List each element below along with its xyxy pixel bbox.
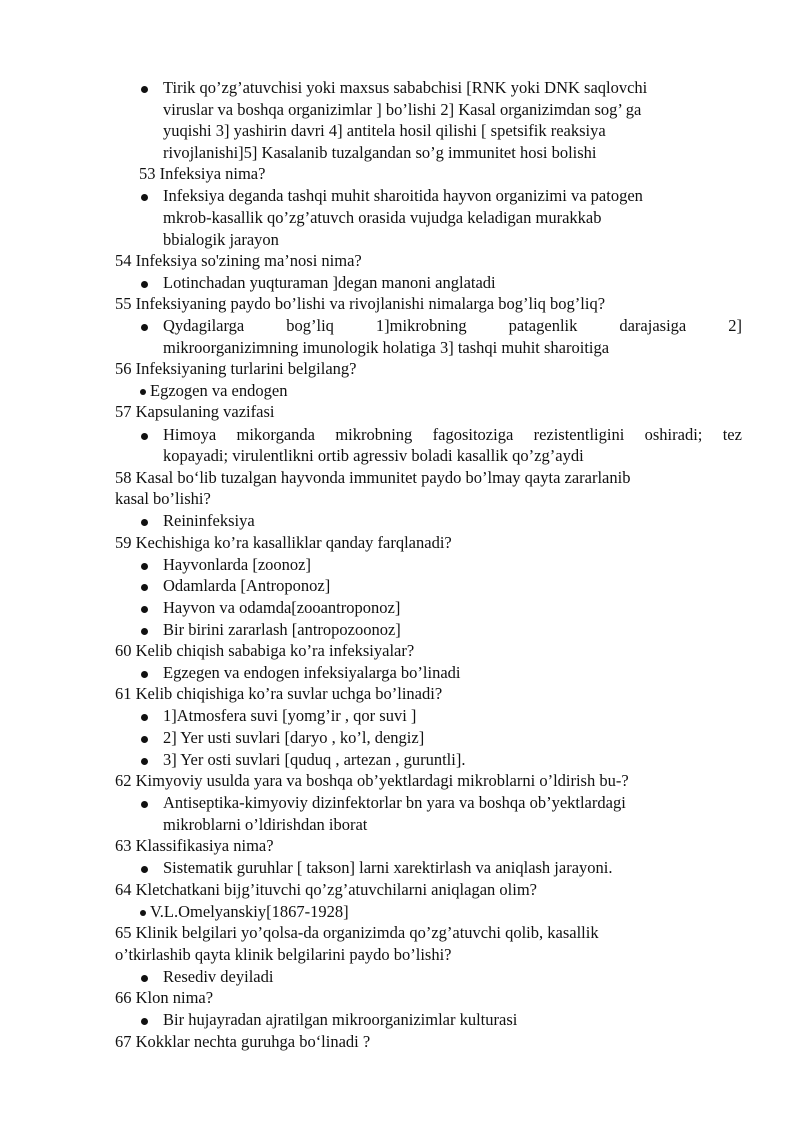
answer-text: Resediv deyiladi (163, 967, 274, 986)
word: mikrobning (335, 425, 413, 444)
bullet-icon (140, 910, 146, 916)
answer-justified-line (163, 315, 742, 336)
question-59: 59 Kechishiga ko’ra kasalliklar qanday farqlanadi? (115, 533, 452, 552)
answer-text: kopayadi; virulentlikni ortib agressiv boladi kasallik qo’zg’aydi (163, 446, 584, 465)
bullet-icon (141, 714, 148, 721)
word: Himoya (163, 425, 217, 444)
word: bog’liq (286, 316, 334, 335)
answer-text: Egzegen va endogen infeksiyalarga bo’linadi (163, 663, 461, 682)
bullet-icon (141, 801, 148, 808)
answer-text: bbialogik jarayon (163, 230, 279, 249)
answer-text: Lotinchadan yuqturaman ]degan manoni anglatadi (163, 273, 496, 292)
bullet-icon (141, 563, 148, 570)
word: tez (722, 425, 742, 444)
answer-text: Hayvon va odamda[zooantroponoz] (163, 598, 401, 617)
question-57: 57 Kapsulaning vazifasi (115, 402, 275, 421)
bullet-icon (141, 606, 148, 613)
question-65-cont: o’tkirlashib qayta klinik belgilarini paydo bo’lishi? (115, 945, 452, 964)
word: fagositoziga (432, 425, 514, 444)
bullet-icon (141, 324, 148, 331)
answer-text: Hayvonlarda [zoonoz] (163, 555, 311, 574)
question-60: 60 Kelib chiqish sababiga ko’ra infeksiyalar? (115, 641, 415, 660)
answer-text: V.L.Omelyanskiy[1867-1928] (150, 902, 349, 921)
answer-text: Egzogen va endogen (150, 381, 288, 400)
answer-text: 1]Atmosfera suvi [yomg’ir , qor suvi ] (163, 706, 417, 725)
bullet-icon (141, 433, 148, 440)
bullet-icon (141, 671, 148, 678)
answer-text: 2] Yer usti suvlari [daryo , ko’l, dengiz] (163, 728, 425, 747)
question-67: 67 Kokklar nechta guruhga bo‘linadi ? (115, 1032, 371, 1051)
answer-text: mkrob-kasallik qo’zg’atuvch orasida vujudga keladigan murakkab (163, 208, 602, 227)
bullet-icon (141, 758, 148, 765)
word: Qydagilarga (163, 316, 245, 335)
question-64: 64 Kletchatkani bijg’ituvchi qo’zg’atuvchilarni aniqlagan olim? (115, 880, 537, 899)
bullet-icon (141, 86, 148, 93)
answer-text: Tirik qo’zg’atuvchisi yoki maxsus sababchisi [RNK yoki DNK saqlovchi (163, 78, 648, 97)
answer-text: viruslar va boshqa organizimlar ] bo’lishi 2] Kasal organizimdan sog’ ga (163, 100, 642, 119)
word: mikorganda (236, 425, 315, 444)
bullet-icon (140, 389, 146, 395)
question-66: 66 Klon nima? (115, 988, 214, 1007)
answer-justified-line (163, 424, 742, 445)
answer-text: Infeksiya deganda tashqi muhit sharoitida hayvon organizimi va patogen (163, 186, 643, 205)
question-65: 65 Klinik belgilari yo’qolsa-da organizimda qo’zg’atuvchi qolib, kasallik (115, 923, 599, 942)
bullet-icon (141, 866, 148, 873)
question-63: 63 Klassifikasiya nima? (115, 836, 274, 855)
bullet-icon (141, 628, 148, 635)
answer-text: rivojlanishi]5] Kasalanib tuzalgandan so’g immunitet hosi bolishi (163, 143, 597, 162)
answer-text: yuqishi 3] yashirin davri 4] antitela hosil qilishi [ spetsifik reaksiya (163, 121, 606, 140)
question-56: 56 Infeksiyaning turlarini belgilang? (115, 359, 357, 378)
answer-text: Bir birini zararlash [antropozoonoz] (163, 620, 401, 639)
word: 2] (728, 316, 742, 335)
question-53: 53 Infeksiya nima? (139, 164, 266, 183)
answer-text: Bir hujayradan ajratilgan mikroorganizimlar kulturasi (163, 1010, 518, 1029)
word: 1]mikrobning (375, 316, 467, 335)
bullet-icon (141, 584, 148, 591)
word: darajasiga (619, 316, 687, 335)
word: patagenlik (508, 316, 578, 335)
question-61: 61 Kelib chiqishiga ko’ra suvlar uchga bo’linadi? (115, 684, 443, 703)
answer-text: 3] Yer osti suvlari [quduq , artezan , guruntli]. (163, 750, 466, 769)
answer-text: Antiseptika-kimyoviy dizinfektorlar bn yara va boshqa ob’yektlardagi (163, 793, 626, 812)
question-58-cont: kasal bo’lishi? (115, 489, 211, 508)
question-54: 54 Infeksiya so'zining ma’nosi nima? (115, 251, 362, 270)
word: oshiradi; (644, 425, 703, 444)
answer-text: Sistematik guruhlar [ takson] larni xarektirlash va aniqlash jarayoni. (163, 858, 613, 877)
bullet-icon (141, 194, 148, 201)
bullet-icon (141, 1018, 148, 1025)
bullet-icon (141, 975, 148, 982)
word: rezistentligini (533, 425, 625, 444)
question-62: 62 Kimyoviy usulda yara va boshqa ob’yektlardagi mikroblarni o’ldirish bu-? (115, 771, 629, 790)
bullet-icon (141, 281, 148, 288)
bullet-icon (141, 736, 148, 743)
answer-text: Reininfeksiya (163, 511, 255, 530)
question-58: 58 Kasal bo‘lib tuzalgan hayvonda immunitet paydo bo’lmay qayta zararlanib (115, 468, 631, 487)
bullet-icon (141, 519, 148, 526)
answer-text: Odamlarda [Antroponoz] (163, 576, 331, 595)
question-55: 55 Infeksiyaning paydo bo’lishi va rivojlanishi nimalarga bog’liq bog’liq? (115, 294, 606, 313)
answer-text: mikroorganizimning imunologik holatiga 3] tashqi muhit sharoitiga (163, 338, 610, 357)
answer-text: mikroblarni o’ldirishdan iborat (163, 815, 368, 834)
